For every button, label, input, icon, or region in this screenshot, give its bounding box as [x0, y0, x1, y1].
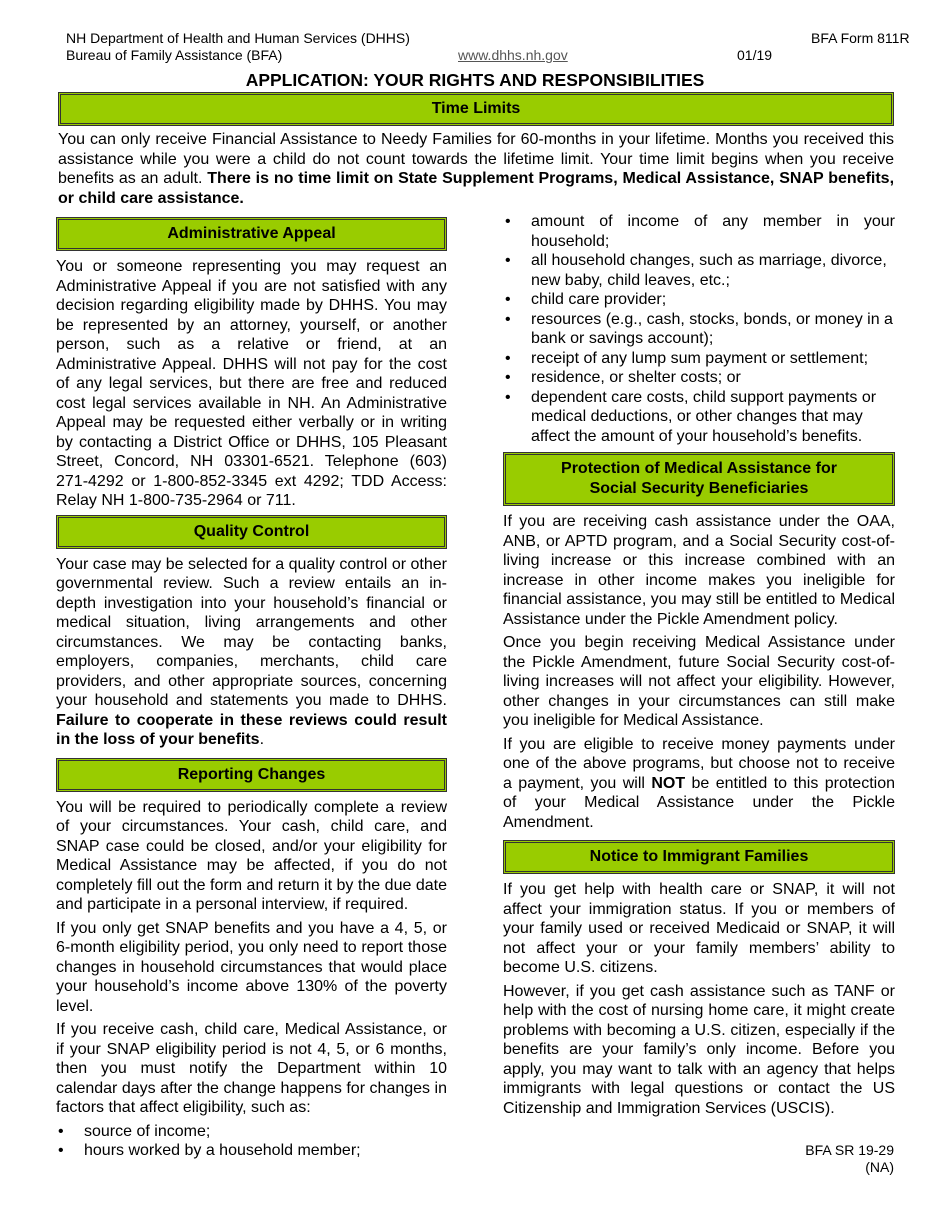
- pickle-p2: Once you begin receiving Medical Assistance under the Pickle Amendment, future Social Security cost-of-living increases will not affect your eligibility. However, other changes in your circumstances can still make you ineligible for Medical Assistance.: [503, 634, 895, 729]
- pickle-p3-c: be entitled to this protection of your Medical Assistance under the Pickle Amendment.: [503, 774, 895, 831]
- pickle-p3: [503, 735, 895, 833]
- list-item: • amount of income of any member in your household;: [503, 212, 895, 251]
- pickle-p3-bold: NOT: [651, 774, 686, 792]
- list-item: • dependent care costs, child support payments or medical deductions, or other changes that may affect the amount of your household’s benefits.: [503, 388, 895, 447]
- quality-bold: Failure to cooperate in these reviews could result in the loss of your benefits: [56, 711, 447, 748]
- quality-heading: Quality Control: [56, 515, 447, 549]
- reporting-p1: You will be required to periodically complete a review of your circumstances. Your cash, child care, and SNAP case could be closed, and/or your eligibility for Medical Assistance may be affected, if you do not completely fill out the form and return it by the due date and participate in a personal interview, if required.: [56, 798, 447, 913]
- website-link[interactable]: www.dhhs.nh.gov: [458, 47, 568, 63]
- footer-code: BFA SR 19-29: [805, 1142, 894, 1158]
- quality-text: [56, 555, 447, 750]
- pickle-heading: [503, 452, 895, 506]
- appeal-text: You or someone representing you may request an Administrative Appeal if you are not satisfied with any decision regarding eligibility made by DHHS. You may be represented by an attorney, yourself, or another person, such as a relative or friend, at an Administrative Appeal. DHHS will not pay for the cost of any legal services, but there are free and reduced cost legal services available in NH. An Administrative Appeal may be requested either verbally or in writing by contacting a District Office or DHHS, 105 Pleasant Street, Concord, NH 03301-6521. Telephone (603) 271-4292 or 1-800-852-3345 ext 4292; TDD Access: Relay NH 1-800-735-2964 or 711.: [56, 258, 447, 509]
- form-date: 01/19: [737, 47, 773, 63]
- form-number: BFA Form 811R: [811, 30, 910, 46]
- list-item: • receipt of any lump sum payment or settlement;: [503, 349, 895, 369]
- right-column: [503, 212, 895, 1122]
- pickle-p3-a: If you are eligible to receive money payments under one of the above programs, but choose not to receive a payment, you will: [503, 735, 895, 792]
- change-list-left: [56, 1122, 447, 1161]
- footer: [805, 1142, 894, 1176]
- quality-tail: .: [259, 731, 265, 748]
- quality-body: Your case may be selected for a quality control or other governmental review. Such a review entails an in-depth investigation into your household’s financial or medical situation, living arrangements and other circumstances. We may be contacting banks, employers, companies, merchants, child care providers, and other appropriate sources, concerning your household and statements you made to DHHS.: [56, 555, 447, 709]
- footer-note: (NA): [865, 1159, 894, 1175]
- reporting-p2: If you only get SNAP benefits and you have a 4, 5, or 6-month eligibility period, you only need to report those changes in household circumstances that would place your household’s income above 130% of the poverty level.: [56, 919, 447, 1015]
- list-item: • source of income;: [56, 1122, 447, 1142]
- immigrant-p1: If you get help with health care or SNAP, it will not affect your immigration status. If you or members of your family used or received Medicaid or SNAP, it will not affect your or your family members’ ability to become U.S. citizens.: [503, 881, 895, 976]
- immigrant-heading: Notice to Immigrant Families: [503, 840, 895, 874]
- reporting-p3: If you receive cash, child care, Medical Assistance, or if your SNAP eligibility period is not 4, 5, or 6 months, then you must notify the Department within 10 calendar days after the change happens for changes in factors that affect eligibility, such as:: [56, 1021, 447, 1116]
- pickle-p1: If you are receiving cash assistance under the OAA, ANB, or APTD program, and a Social Security cost-of-living increase or this increase combined with an increase in other income makes you ineligible for financial assistance, you may still be entitled to Medical Assistance under the Pickle Amendment policy.: [503, 513, 895, 628]
- left-column: [56, 213, 447, 1161]
- list-item: • all household changes, such as marriage, divorce, new baby, child leaves, etc.;: [503, 251, 895, 290]
- list-item: • hours worked by a household member;: [56, 1141, 447, 1161]
- pickle-heading-line2: Social Security Beneficiaries: [589, 480, 809, 497]
- immigrant-p2: However, if you get cash assistance such as TANF or help with the cost of nursing home care, it might create problems with becoming a U.S. citizen, especially if the benefits are your family’s only income. Before you apply, you may want to talk with an agency that helps immigrants with legal questions or contact the US Citizenship and Immigration Services (USCIS).: [503, 982, 895, 1117]
- pickle-heading-line1: Protection of Medical Assistance for: [561, 460, 837, 477]
- time-limits-bold: There is no time limit on State Supplement Programs, Medical Assistance, SNAP benefits, or child care assistance.: [58, 170, 895, 207]
- time-limits-heading: Time Limits: [58, 92, 894, 126]
- time-limits-text: [58, 130, 894, 208]
- dept-name: NH Department of Health and Human Services (DHHS): [66, 30, 410, 46]
- list-item: • resources (e.g., cash, stocks, bonds, or money in a bank or savings account);: [503, 310, 895, 349]
- bureau-name: Bureau of Family Assistance (BFA): [66, 47, 283, 63]
- change-list-right: [503, 212, 895, 446]
- page-title: APPLICATION: YOUR RIGHTS AND RESPONSIBILITIES: [245, 70, 705, 90]
- list-item: • child care provider;: [503, 290, 895, 310]
- header-left: [66, 30, 410, 64]
- time-limits-body: You can only receive Financial Assistance to Needy Families for 60-months in your lifetime. Months you received this assistance while you were a child do not count towards the lifetime limit. Your time limit begins when you receive benefits as an adult.: [58, 131, 894, 187]
- reporting-heading: Reporting Changes: [56, 758, 447, 792]
- appeal-heading: Administrative Appeal: [56, 217, 447, 251]
- list-item: • residence, or shelter costs; or: [503, 368, 895, 388]
